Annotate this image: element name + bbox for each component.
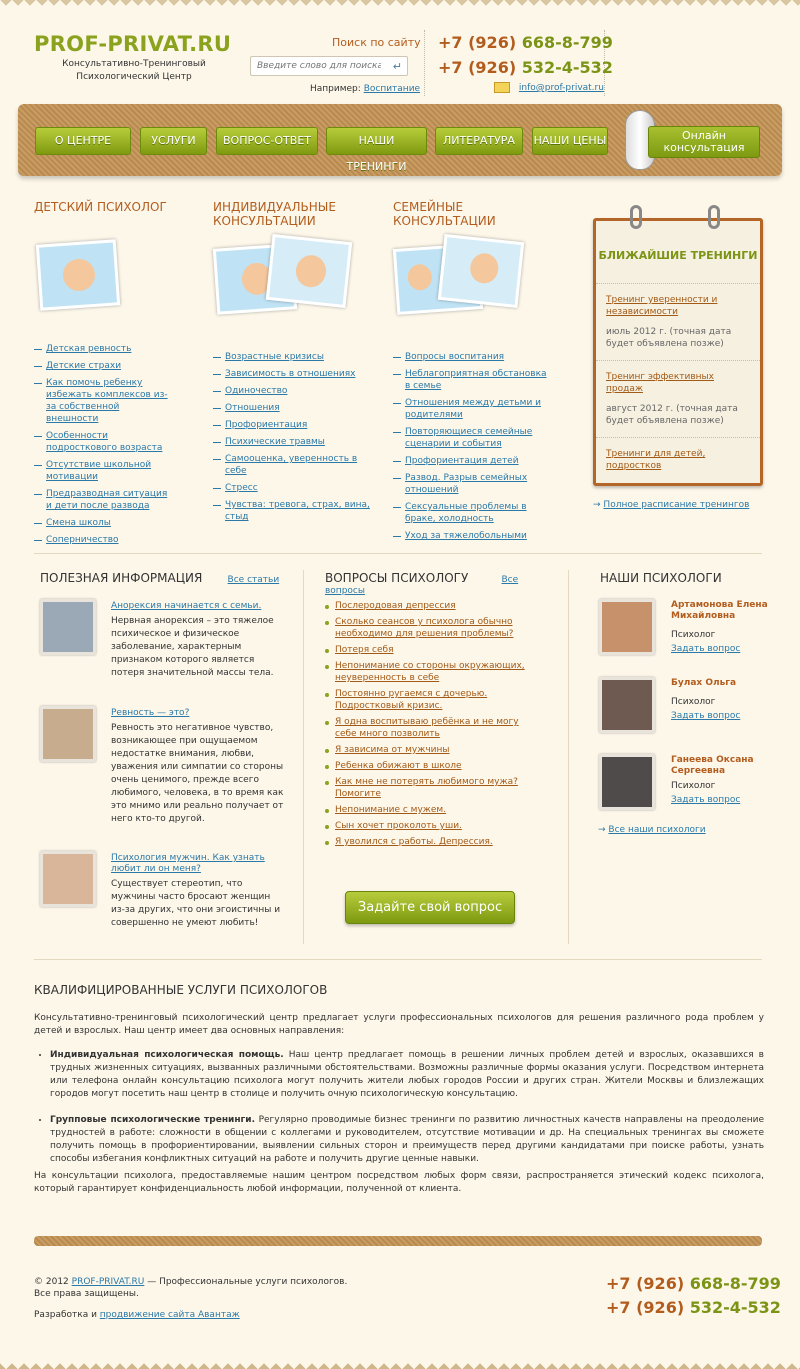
training-date: июль 2012 г. (точная дата будет объявлена позже): [606, 327, 732, 349]
list-item: [393, 455, 548, 467]
service-item: [50, 1049, 764, 1101]
category-link[interactable]: Стресс: [225, 483, 258, 493]
schedule-link[interactable]: Полное расписание тренингов: [603, 500, 750, 510]
list-item: [393, 530, 548, 542]
header-phone-1: [438, 33, 613, 52]
list-item: [393, 426, 548, 450]
list-item: [213, 385, 373, 397]
all-psychologists-link[interactable]: Все наши психологи: [608, 825, 706, 835]
copyright-tail: — Профессиональные услуги психологов.: [144, 1277, 348, 1287]
category-link[interactable]: Сексуальные проблемы в браке, холодность: [405, 502, 527, 524]
nav-item-about[interactable]: О ЦЕНТРЕ: [35, 127, 131, 155]
list-item: [325, 760, 525, 772]
psychologist-avatar[interactable]: [599, 754, 655, 810]
article-title[interactable]: Психология мужчин. Как узнать любит ли он меня?: [111, 853, 265, 874]
question-link[interactable]: Непонимание со стороны окружающих, неуверенность в себе: [335, 661, 525, 683]
list-item: [325, 644, 525, 656]
online-label-2: консультация: [663, 141, 745, 154]
phone-number: 532-4-532: [689, 1298, 781, 1317]
list-item: [34, 459, 174, 483]
psychologist-info: [671, 755, 771, 805]
list-item: [34, 430, 174, 454]
copyright-year: © 2012: [34, 1277, 69, 1287]
question-link[interactable]: Сколько сеансов у психолога обычно необходимо для решения проблемы?: [335, 617, 514, 639]
psychologist-info: [671, 678, 771, 721]
list-item: [34, 534, 174, 546]
child-face-icon: [62, 258, 96, 292]
category-link[interactable]: Смена школы: [46, 518, 111, 528]
family-photo-2: [438, 234, 524, 308]
list-item: [213, 402, 373, 414]
trainings-title: БЛИЖАЙШИЕ ТРЕНИНГИ: [598, 249, 758, 262]
category-link[interactable]: Зависимость в отношениях: [225, 369, 356, 379]
useful-title: ПОЛЕЗНАЯ ИНФОРМАЦИЯ: [40, 571, 203, 585]
example-link[interactable]: Воспитание: [363, 84, 421, 94]
phone-code: +7 (926): [438, 33, 517, 52]
all-articles-link[interactable]: Все статьи: [227, 575, 280, 585]
arrow-right-icon: →: [593, 500, 601, 510]
search-box: [250, 56, 408, 76]
nav-item-literature[interactable]: ЛИТЕРАТУРА: [435, 127, 523, 155]
main-navigation: [18, 104, 782, 176]
useful-info-section: [40, 571, 290, 585]
ask-question-button[interactable]: Задайте свой вопрос: [345, 891, 515, 924]
category-link[interactable]: Чувства: тревога, страх, вина, стыд: [225, 500, 370, 522]
training-link[interactable]: Тренинг эффективных продаж: [606, 372, 714, 394]
list-item: [213, 436, 373, 448]
slogan-line-1: Консультативно-Тренинговый: [62, 59, 206, 69]
service-name: Индивидуальная психологическая помощь.: [50, 1050, 284, 1060]
training-item: [596, 294, 760, 350]
category-link[interactable]: Предразводная ситуация и дети после развода: [46, 489, 168, 511]
ask-psychologist-link[interactable]: Задать вопрос: [671, 644, 741, 654]
header-divider: [424, 30, 425, 96]
header-phone-2: [438, 58, 613, 77]
nav-item-trainings[interactable]: НАШИ ТРЕНИНГИ: [326, 127, 427, 155]
list-item: [213, 419, 373, 431]
divider: [596, 437, 760, 438]
all-questions-link[interactable]: Все вопросы: [325, 575, 519, 596]
footer-copyright: [34, 1276, 364, 1300]
rights-reserved: Все права защищены.: [34, 1289, 139, 1299]
article-text: Нервная анорексия – это тяжелое психическое и физическое заболевание, характерным признаком которого является потеря значительной массы тела.: [111, 616, 274, 678]
list-item: [213, 482, 373, 494]
phone-number: 532-4-532: [521, 58, 613, 77]
category-link[interactable]: Профориентация: [225, 420, 308, 430]
binder-ring-icon: [630, 205, 642, 229]
nav-item-qa[interactable]: ВОПРОС-ОТВЕТ: [216, 127, 318, 155]
category-individual-consultations: [213, 200, 373, 528]
section-divider: [34, 553, 762, 554]
list-item: [325, 688, 525, 712]
article-text: Существует стереотип, что мужчины часто бросают женщин из-за других, что они эгоистичны и совершенно не умеют любить!: [111, 879, 281, 928]
bottom-zigzag-border: [0, 1357, 800, 1369]
list-item: [393, 351, 548, 363]
category-link[interactable]: Неблагоприятная обстановка в семье: [405, 369, 547, 391]
psychologist-role: Психолог: [671, 781, 716, 791]
phone-number: 668-8-799: [689, 1274, 781, 1293]
services-title: КВАЛИФИЦИРОВАННЫЕ УСЛУГИ ПСИХОЛОГОВ: [34, 983, 328, 997]
category-illustration: [34, 236, 174, 338]
ask-psychologist-link[interactable]: Задать вопрос: [671, 795, 741, 805]
ask-psychologist-link[interactable]: Задать вопрос: [671, 711, 741, 721]
man-face-icon: [294, 254, 327, 289]
divider: [596, 360, 760, 361]
category-link[interactable]: Психические травмы: [225, 437, 325, 447]
list-item: [213, 351, 373, 363]
phone-code: +7 (926): [606, 1298, 685, 1317]
category-link-list: [213, 351, 373, 523]
service-name: Групповые психологические тренинги.: [50, 1115, 255, 1125]
child-photo: [36, 239, 120, 310]
category-link[interactable]: Повторяющиеся семейные сценарии и события: [405, 427, 533, 449]
question-link[interactable]: Постоянно ругаемся с дочерью. Подростковый кризис.: [335, 689, 488, 711]
article-thumbnail[interactable]: [40, 851, 96, 907]
enter-arrow-icon[interactable]: ↵: [392, 60, 402, 73]
list-item: [213, 499, 373, 523]
nav-item-prices[interactable]: НАШИ ЦЕНЫ: [532, 127, 608, 155]
category-title[interactable]: СЕМЕЙНЫЕ КОНСУЛЬТАЦИИ: [393, 200, 496, 228]
category-link[interactable]: Особенности подросткового возраста: [46, 431, 163, 453]
developer-prefix: Разработка и: [34, 1310, 100, 1320]
question-link[interactable]: Я зависима от мужчины: [335, 745, 450, 755]
phone-number: 668-8-799: [521, 33, 613, 52]
category-illustration: [393, 236, 548, 324]
category-link[interactable]: Детская ревность: [46, 344, 132, 354]
article-body: [111, 600, 286, 680]
category-link[interactable]: Отсутствие школьной мотивации: [46, 460, 152, 482]
psychologist-avatar[interactable]: [599, 677, 655, 733]
list-item: [34, 517, 174, 529]
service-item: [50, 1114, 764, 1166]
category-link[interactable]: Развод. Разрыв семейных отношений: [405, 473, 528, 495]
question-link[interactable]: Как мне не потерять любимого мужа? Помогите: [335, 777, 518, 799]
category-link-list: [34, 343, 174, 546]
question-link[interactable]: Непонимание с мужем.: [335, 805, 447, 815]
category-link[interactable]: Возрастные кризисы: [225, 352, 324, 362]
arrow-right-icon: →: [598, 825, 606, 835]
online-label-1: Онлайн: [682, 129, 726, 142]
services-intro: Консультативно-тренинговый психологический центр предлагает услуги профессиональных психологов для решения различного рода проблем у детей и взрослых. Наш центр имеет два основных направления:: [34, 1013, 764, 1036]
psychologists-title: НАШИ ПСИХОЛОГИ: [600, 571, 722, 585]
category-link[interactable]: Профориентация детей: [405, 456, 519, 466]
article-body: [111, 852, 286, 930]
list-item: [393, 368, 548, 392]
envelope-icon: [494, 82, 510, 93]
footer-site-link[interactable]: PROF-PRIVAT.RU: [71, 1277, 145, 1287]
footer-bar: [34, 1236, 762, 1246]
list-item: [393, 472, 548, 496]
binder-ring-icon: [708, 205, 720, 229]
questions-list: [325, 600, 525, 852]
list-item: [325, 820, 525, 832]
article-thumbnail[interactable]: [40, 706, 96, 762]
category-title[interactable]: ИНДИВИДУАЛЬНЫЕ КОНСУЛЬТАЦИИ: [213, 200, 336, 228]
footer-phone-1: [606, 1274, 781, 1293]
top-zigzag-border: [0, 0, 800, 12]
nav-item-services[interactable]: УСЛУГИ: [140, 127, 207, 155]
category-link[interactable]: Одиночество: [225, 386, 288, 396]
list-item: [34, 377, 174, 425]
column-divider: [303, 570, 304, 944]
psychologist-info: [671, 600, 771, 654]
search-input[interactable]: [251, 57, 381, 75]
question-link[interactable]: Я уволился с работы. Депрессия.: [335, 837, 493, 847]
question-link[interactable]: Потеря себя: [335, 645, 394, 655]
psychologist-role: Психолог: [671, 697, 716, 707]
service-text: Регулярно проводимые бизнес тренинги по развитию личностных качеств направлены на преодоление трудностей в работе: сложности в общении с коллегами и руководителем, отсутствие мотивации и др. На специальных тренингах вы сможете получить помощь в профориентировании, выявлении сильных сторон и преимуществ перед другими кандидатами при поиске работы, узнать способы избегания конфликтных ситуаций на работе и получить другие ценные навыки.: [50, 1115, 765, 1164]
list-item: [325, 600, 525, 612]
family-face-icon: [469, 252, 500, 285]
article-body: [111, 707, 286, 826]
question-link[interactable]: Я одна воспитываю ребёнка и не могу себе много позволить: [335, 717, 519, 739]
category-link[interactable]: Самооценка, уверенность в себе: [225, 454, 358, 476]
category-link[interactable]: Отношения: [225, 403, 280, 413]
article-title[interactable]: Анорексия начинается с семьи.: [111, 601, 262, 611]
category-link[interactable]: Отношения между детьми и родителями: [405, 398, 541, 420]
slogan-line-2: Психологический Центр: [76, 72, 192, 82]
online-consultation-button[interactable]: [648, 126, 760, 158]
list-item: [34, 360, 174, 372]
category-link[interactable]: Уход за тяжелобольными: [405, 531, 527, 541]
developer-link[interactable]: продвижение сайта Авантаж: [99, 1310, 240, 1320]
family-face-icon: [407, 263, 433, 291]
psychologist-name: Ганеева Оксана Сергеевна: [671, 755, 754, 776]
category-link[interactable]: Детские страхи: [46, 361, 122, 371]
footer-developer: [34, 1309, 240, 1321]
list-item: [393, 397, 548, 421]
category-family-consultations: [393, 200, 548, 547]
psychologist-role: Психолог: [671, 630, 716, 640]
email-link[interactable]: info@prof-privat.ru: [518, 83, 604, 93]
category-child-psychologist: [34, 200, 174, 551]
questions-title: ВОПРОСЫ ПСИХОЛОГУ: [325, 571, 469, 585]
search-label: Поиск по сайту: [332, 36, 421, 49]
list-item: [325, 804, 525, 816]
training-item: [596, 371, 760, 427]
training-date: август 2012 г. (точная дата будет объявлена позже): [606, 404, 738, 426]
site-logo[interactable]: PROF-PRIVAT.RU: [34, 32, 232, 56]
services-list: [34, 1049, 764, 1166]
man-photo: [266, 234, 352, 308]
category-link[interactable]: Как помочь ребенку избежать комплексов из-за собственной внешности: [46, 378, 168, 424]
upcoming-trainings-panel: [593, 218, 763, 486]
list-item: [393, 501, 548, 525]
section-divider: [34, 959, 762, 960]
example-label: Например:: [310, 84, 361, 94]
psychologist-name: Артамонова Елена Михайловна: [671, 600, 768, 621]
category-link[interactable]: Вопросы воспитания: [405, 352, 505, 362]
training-schedule: [593, 500, 749, 510]
site-slogan: [40, 58, 228, 84]
training-link[interactable]: Тренинги для детей, подростков: [606, 449, 706, 471]
list-item: [34, 488, 174, 512]
list-item: [325, 616, 525, 640]
list-item: [325, 836, 525, 848]
question-link[interactable]: Сын хочет проколоть уши.: [335, 821, 462, 831]
questions-section: [325, 571, 555, 596]
category-illustration: [213, 236, 373, 324]
footer-phone-2: [606, 1298, 781, 1317]
service-text: Наш центр предлагает помощь в решении личных проблем детей и взрослых, оказавшихся в трудных жизненных ситуациях, вызванных различными обстоятельствами. Возможны различные формы оказания услуги. Посредством интернета или телефона онлайн консультацию психолога могут получить жители любых городов России и других стран. Жители Москвы и близлежащих городов могут посетить наш центр в столице и получить очную психологическую консультацию.: [50, 1050, 764, 1099]
divider: [596, 283, 760, 284]
training-link[interactable]: Тренинг уверенности и независимости: [606, 295, 718, 317]
phone-code: +7 (926): [606, 1274, 685, 1293]
column-divider: [568, 570, 569, 944]
question-link[interactable]: Ребенка обижают в школе: [335, 761, 462, 771]
list-item: [325, 744, 525, 756]
search-example: [310, 84, 420, 94]
services-outro: На консультации психолога, предоставляемые нашим центром посредством любых форм связи, распространяется этический кодекс психолога, который гарантирует конфиденциальность любой информации, полученной от клиента.: [34, 1171, 764, 1194]
article-thumbnail[interactable]: [40, 599, 96, 655]
list-item: [213, 368, 373, 380]
psychologist-name: Булах Ольга: [671, 678, 737, 688]
list-item: [213, 453, 373, 477]
list-item: [325, 660, 525, 684]
phone-code: +7 (926): [438, 58, 517, 77]
category-link[interactable]: Соперничество: [46, 535, 119, 545]
article-title[interactable]: Ревность — это?: [111, 708, 190, 718]
question-link[interactable]: Послеродовая депрессия: [335, 601, 456, 611]
training-item: [596, 448, 760, 472]
list-item: [34, 343, 174, 355]
all-psychologists: [598, 825, 706, 835]
list-item: [325, 716, 525, 740]
category-link-list: [393, 351, 548, 542]
header-email: [494, 82, 604, 93]
category-title[interactable]: ДЕТСКИЙ ПСИХОЛОГ: [34, 200, 167, 214]
list-item: [325, 776, 525, 800]
article-text: Ревность это негативное чувство, возникающее при ощущаемом недостатке внимания, любви, уважения или симпатии со стороны очень ценимого, прежде всего любимого, человека, в то время как это мнимо или реально получает от него кто-то другой.: [111, 723, 284, 824]
psychologist-avatar[interactable]: [599, 599, 655, 655]
